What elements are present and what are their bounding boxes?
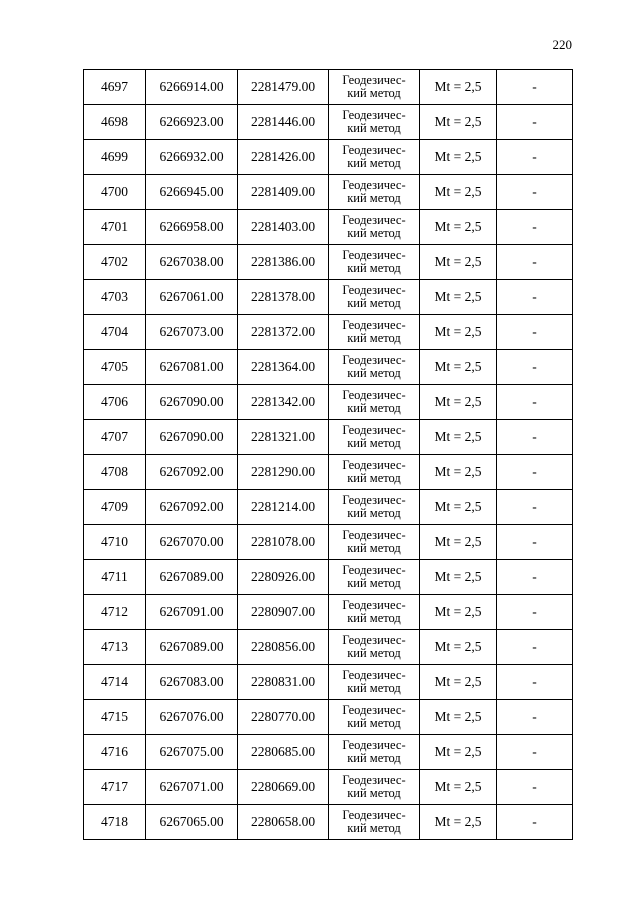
note-cell: - [497,560,573,595]
y-coordinate-cell: 2280770.00 [238,700,329,735]
y-coordinate-cell: 2281409.00 [238,175,329,210]
y-coordinate-cell: 2281378.00 [238,280,329,315]
method-line-1: Геодезичес- [342,703,406,717]
y-coordinate-cell: 2281290.00 [238,455,329,490]
table-row [84,560,573,595]
accuracy-cell: Mt = 2,5 [420,490,497,525]
x-coordinate-cell: 6267076.00 [146,700,238,735]
note-cell: - [497,455,573,490]
x-coordinate-cell: 6266958.00 [146,210,238,245]
y-coordinate-cell: 2281426.00 [238,140,329,175]
table-row [84,630,573,665]
method-line-1: Геодезичес- [342,248,406,262]
note-cell: - [497,490,573,525]
method-line-2: кий метод [347,821,401,835]
table-row [84,420,573,455]
method-line-1: Геодезичес- [342,213,406,227]
point-id-cell: 4713 [84,630,146,665]
x-coordinate-cell: 6266914.00 [146,70,238,105]
method-line-1: Геодезичес- [342,458,406,472]
note-cell: - [497,210,573,245]
method-cell [329,175,420,210]
point-id-cell: 4706 [84,385,146,420]
method-cell [329,700,420,735]
point-id-cell: 4701 [84,210,146,245]
page-number: 220 [552,37,572,52]
method-line-2: кий метод [347,331,401,345]
method-line-2: кий метод [347,751,401,765]
method-cell [329,595,420,630]
method-line-1: Геодезичес- [342,353,406,367]
table-row [84,490,573,525]
method-line-1: Геодезичес- [342,388,406,402]
method-line-1: Геодезичес- [342,528,406,542]
note-cell: - [497,315,573,350]
method-line-1: Геодезичес- [342,283,406,297]
method-cell [329,665,420,700]
method-line-2: кий метод [347,436,401,450]
method-cell [329,105,420,140]
x-coordinate-cell: 6267075.00 [146,735,238,770]
point-id-cell: 4717 [84,770,146,805]
method-cell [329,350,420,385]
y-coordinate-cell: 2281372.00 [238,315,329,350]
point-id-cell: 4699 [84,140,146,175]
x-coordinate-cell: 6267038.00 [146,245,238,280]
method-line-2: кий метод [347,576,401,590]
point-id-cell: 4705 [84,350,146,385]
method-cell [329,770,420,805]
table-row [84,770,573,805]
method-line-2: кий метод [347,541,401,555]
accuracy-cell: Mt = 2,5 [420,385,497,420]
point-id-cell: 4697 [84,70,146,105]
accuracy-cell: Mt = 2,5 [420,560,497,595]
method-line-1: Геодезичес- [342,773,406,787]
coordinates-table-body [84,70,573,840]
table-row [84,665,573,700]
note-cell: - [497,420,573,455]
method-line-1: Геодезичес- [342,178,406,192]
table-row [84,315,573,350]
table-row [84,595,573,630]
note-cell: - [497,665,573,700]
method-cell [329,70,420,105]
table-row [84,735,573,770]
accuracy-cell: Mt = 2,5 [420,140,497,175]
accuracy-cell: Mt = 2,5 [420,350,497,385]
method-line-1: Геодезичес- [342,668,406,682]
x-coordinate-cell: 6267092.00 [146,490,238,525]
point-id-cell: 4716 [84,735,146,770]
y-coordinate-cell: 2280926.00 [238,560,329,595]
accuracy-cell: Mt = 2,5 [420,805,497,840]
method-cell [329,385,420,420]
table-row [84,70,573,105]
method-cell [329,455,420,490]
x-coordinate-cell: 6267061.00 [146,280,238,315]
method-line-2: кий метод [347,261,401,275]
method-line-1: Геодезичес- [342,318,406,332]
method-cell [329,210,420,245]
method-cell [329,525,420,560]
table-row [84,280,573,315]
accuracy-cell: Mt = 2,5 [420,455,497,490]
method-line-1: Геодезичес- [342,143,406,157]
point-id-cell: 4704 [84,315,146,350]
x-coordinate-cell: 6267071.00 [146,770,238,805]
method-line-1: Геодезичес- [342,633,406,647]
note-cell: - [497,805,573,840]
y-coordinate-cell: 2281386.00 [238,245,329,280]
accuracy-cell: Mt = 2,5 [420,70,497,105]
point-id-cell: 4714 [84,665,146,700]
note-cell: - [497,175,573,210]
accuracy-cell: Mt = 2,5 [420,175,497,210]
method-cell [329,805,420,840]
x-coordinate-cell: 6266945.00 [146,175,238,210]
x-coordinate-cell: 6267089.00 [146,630,238,665]
x-coordinate-cell: 6267081.00 [146,350,238,385]
note-cell: - [497,385,573,420]
accuracy-cell: Mt = 2,5 [420,105,497,140]
y-coordinate-cell: 2280658.00 [238,805,329,840]
x-coordinate-cell: 6267083.00 [146,665,238,700]
method-line-2: кий метод [347,366,401,380]
point-id-cell: 4711 [84,560,146,595]
table-row [84,105,573,140]
method-cell [329,735,420,770]
accuracy-cell: Mt = 2,5 [420,315,497,350]
method-cell [329,490,420,525]
method-cell [329,280,420,315]
note-cell: - [497,245,573,280]
table-row [84,525,573,560]
accuracy-cell: Mt = 2,5 [420,735,497,770]
method-cell [329,315,420,350]
method-cell [329,560,420,595]
x-coordinate-cell: 6267070.00 [146,525,238,560]
note-cell: - [497,350,573,385]
point-id-cell: 4698 [84,105,146,140]
method-line-1: Геодезичес- [342,808,406,822]
table-row [84,245,573,280]
x-coordinate-cell: 6267065.00 [146,805,238,840]
coordinates-table [83,69,573,840]
x-coordinate-cell: 6266923.00 [146,105,238,140]
accuracy-cell: Mt = 2,5 [420,245,497,280]
accuracy-cell: Mt = 2,5 [420,210,497,245]
method-line-2: кий метод [347,471,401,485]
note-cell: - [497,595,573,630]
method-line-2: кий метод [347,156,401,170]
y-coordinate-cell: 2281479.00 [238,70,329,105]
x-coordinate-cell: 6267092.00 [146,455,238,490]
method-line-2: кий метод [347,191,401,205]
method-line-1: Геодезичес- [342,108,406,122]
method-line-1: Геодезичес- [342,493,406,507]
x-coordinate-cell: 6267089.00 [146,560,238,595]
accuracy-cell: Mt = 2,5 [420,595,497,630]
accuracy-cell: Mt = 2,5 [420,700,497,735]
method-line-1: Геодезичес- [342,738,406,752]
method-line-2: кий метод [347,646,401,660]
y-coordinate-cell: 2280831.00 [238,665,329,700]
table-row [84,700,573,735]
accuracy-cell: Mt = 2,5 [420,630,497,665]
y-coordinate-cell: 2281078.00 [238,525,329,560]
method-line-2: кий метод [347,681,401,695]
x-coordinate-cell: 6267073.00 [146,315,238,350]
note-cell: - [497,735,573,770]
table-row [84,385,573,420]
y-coordinate-cell: 2280685.00 [238,735,329,770]
point-id-cell: 4703 [84,280,146,315]
point-id-cell: 4702 [84,245,146,280]
y-coordinate-cell: 2281364.00 [238,350,329,385]
point-id-cell: 4712 [84,595,146,630]
x-coordinate-cell: 6267090.00 [146,385,238,420]
note-cell: - [497,140,573,175]
point-id-cell: 4707 [84,420,146,455]
point-id-cell: 4718 [84,805,146,840]
point-id-cell: 4709 [84,490,146,525]
table-row [84,350,573,385]
accuracy-cell: Mt = 2,5 [420,525,497,560]
table-row [84,175,573,210]
method-line-1: Геодезичес- [342,423,406,437]
method-line-1: Геодезичес- [342,563,406,577]
accuracy-cell: Mt = 2,5 [420,665,497,700]
note-cell: - [497,770,573,805]
method-cell [329,630,420,665]
note-cell: - [497,700,573,735]
point-id-cell: 4700 [84,175,146,210]
table-row [84,210,573,245]
x-coordinate-cell: 6267090.00 [146,420,238,455]
x-coordinate-cell: 6267091.00 [146,595,238,630]
point-id-cell: 4710 [84,525,146,560]
point-id-cell: 4715 [84,700,146,735]
note-cell: - [497,70,573,105]
method-line-2: кий метод [347,401,401,415]
method-line-2: кий метод [347,786,401,800]
method-line-2: кий метод [347,121,401,135]
table-row [84,455,573,490]
x-coordinate-cell: 6266932.00 [146,140,238,175]
method-line-1: Геодезичес- [342,73,406,87]
note-cell: - [497,105,573,140]
accuracy-cell: Mt = 2,5 [420,420,497,455]
y-coordinate-cell: 2280669.00 [238,770,329,805]
method-cell [329,140,420,175]
y-coordinate-cell: 2281446.00 [238,105,329,140]
y-coordinate-cell: 2281214.00 [238,490,329,525]
y-coordinate-cell: 2280856.00 [238,630,329,665]
accuracy-cell: Mt = 2,5 [420,280,497,315]
method-line-2: кий метод [347,226,401,240]
method-line-2: кий метод [347,296,401,310]
accuracy-cell: Mt = 2,5 [420,770,497,805]
table-row [84,140,573,175]
y-coordinate-cell: 2281321.00 [238,420,329,455]
method-line-2: кий метод [347,611,401,625]
note-cell: - [497,630,573,665]
note-cell: - [497,525,573,560]
table-row [84,805,573,840]
method-line-2: кий метод [347,86,401,100]
method-line-2: кий метод [347,506,401,520]
y-coordinate-cell: 2281342.00 [238,385,329,420]
y-coordinate-cell: 2280907.00 [238,595,329,630]
y-coordinate-cell: 2281403.00 [238,210,329,245]
method-line-1: Геодезичес- [342,598,406,612]
method-cell [329,420,420,455]
method-line-2: кий метод [347,716,401,730]
method-cell [329,245,420,280]
note-cell: - [497,280,573,315]
point-id-cell: 4708 [84,455,146,490]
